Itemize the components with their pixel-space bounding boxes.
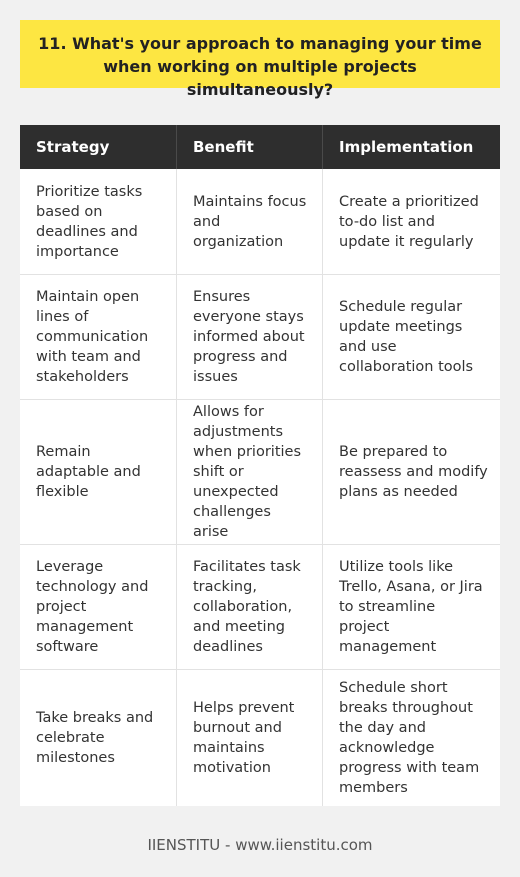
column-header-benefit: Benefit bbox=[177, 125, 323, 169]
implementation-cell: Be prepared to reassess and modify plans as needed bbox=[339, 444, 488, 500]
table-row bbox=[20, 400, 500, 545]
table-row bbox=[20, 670, 500, 806]
page-title: 11. What's your approach to managing your time when working on multiple projects simultaneously? bbox=[20, 20, 500, 88]
benefit-cell: Ensures everyone stays informed about progress and issues bbox=[177, 275, 323, 399]
benefit-cell: Maintains focus and organization bbox=[177, 169, 323, 274]
benefit-cell: Allows for adjustments when priorities shift or unexpected challenges arise bbox=[177, 400, 323, 544]
strategy-cell: Leverage technology and project management software bbox=[20, 545, 177, 669]
strategy-table bbox=[20, 125, 500, 806]
implementation-cell: Utilize tools like Trello, Asana, or Jira to streamline project management bbox=[339, 559, 483, 655]
table-row bbox=[20, 275, 500, 400]
implementation-cell: Create a prioritized to-do list and update it regularly bbox=[339, 193, 479, 250]
strategy-cell: Take breaks and celebrate milestones bbox=[20, 670, 177, 806]
benefit-cell: Helps prevent burnout and maintains motivation bbox=[177, 670, 323, 806]
strategy-cell: Remain adaptable and flexible bbox=[20, 400, 177, 544]
footer-watermark: IIENSTITU - www.iienstitu.com bbox=[147, 836, 373, 854]
implementation-cell: Schedule short breaks throughout the day and acknowledge progress with team members bbox=[339, 680, 480, 796]
implementation-cell: Schedule regular update meetings and use collaboration tools bbox=[339, 299, 474, 375]
table-row bbox=[20, 545, 500, 670]
strategy-cell: Prioritize tasks based on deadlines and importance bbox=[20, 169, 177, 274]
column-header-implementation: Implementation bbox=[339, 138, 474, 156]
column-header-strategy: Strategy bbox=[20, 125, 177, 169]
table-header-row bbox=[20, 125, 500, 169]
table-row bbox=[20, 169, 500, 275]
benefit-cell: Facilitates task tracking, collaboration, and meeting deadlines bbox=[177, 545, 323, 669]
strategy-cell: Maintain open lines of communication with team and stakeholders bbox=[20, 275, 177, 399]
